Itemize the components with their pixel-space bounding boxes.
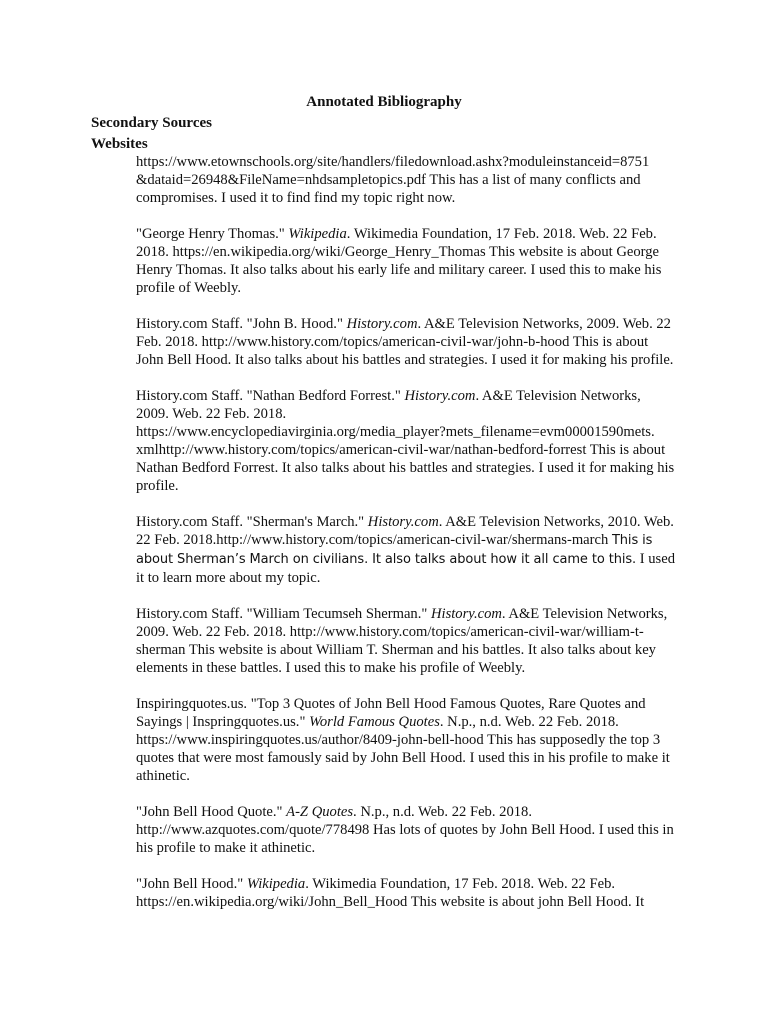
entry-text: . A&E Television Networks, 2009. Web. 22 Feb. 2018. http://www.history.com/topics/american-civil-war/john-b-hood This is about John Bell Hood. It also talks about his battles and strategies. I used it for making his profile. xyxy=(136,316,674,368)
entry-text: Inspiringquotes.us. "Top 3 Quotes of John Bell Hood Famous Quotes, Rare Quotes and Sayings | Inspringquotes.us." xyxy=(136,696,646,730)
entry-source-title: History.com xyxy=(346,316,418,332)
entry-text: . N.p., n.d. Web. 22 Feb. 2018. https://www.inspiringquotes.us/author/8409-john-bell-hood This has supposedly the top 3 quotes that were most famously said by John Bell Hood. I used this in his profile to make it athinetic. xyxy=(136,714,670,784)
entry-text: History.com Staff. "William Tecumseh Sherman." xyxy=(136,606,431,622)
bibliography-entry xyxy=(136,153,676,207)
bibliography-entry xyxy=(136,803,676,857)
entry-text: "John Bell Hood." xyxy=(136,876,247,892)
page-title: Annotated Bibliography xyxy=(306,94,462,110)
entry-source-title: History.com xyxy=(430,606,502,622)
entry-text: . A&E Television Networks, 2009. Web. 22 Feb. 2018. xyxy=(136,388,641,422)
bibliography-entry xyxy=(136,225,676,297)
entry-url-line: https://www.encyclopediavirginia.org/media_player?mets_filename=evm00001590mets. xyxy=(136,424,655,440)
bibliography-list xyxy=(136,153,676,929)
entry-text: . A&E Television Networks, 2009. Web. 22 Feb. 2018. http://www.history.com/topics/american-civil-war/william-t-sherman This website is about William T. Sherman and his battles. It also talks about key elements in these battles. I used this to make his profile of Weebly. xyxy=(136,606,668,676)
bibliography-entry xyxy=(136,875,676,911)
bibliography-entry xyxy=(136,513,676,587)
entry-text: xmlhttp://www.history.com/topics/american-civil-war/nathan-bedford-forrest This is about Nathan Bedford Forrest. It also talks about his battles and strategies. I used it for making his profile. xyxy=(136,442,675,494)
subsection-heading-websites: Websites xyxy=(91,136,148,152)
entry-source-title: Wikipedia xyxy=(246,876,306,892)
entry-source-title: Wikipedia xyxy=(288,226,347,242)
entry-text: . Wikimedia Foundation, 17 Feb. 2018. Web. 22 Feb. 2018. https://en.wikipedia.org/wiki/George_Henry_Thomas This website is about George Henry Thomas. It also talks about his early life and military career. I used this to make his profile of Weebly. xyxy=(136,226,662,296)
section-heading-secondary-sources: Secondary Sources xyxy=(91,115,212,131)
entry-text: . N.p., n.d. Web. 22 Feb. 2018. http://www.azquotes.com/quote/778498 Has lots of quotes by John Bell Hood. I used this in his profile to make it athinetic. xyxy=(136,804,674,856)
bibliography-entry xyxy=(136,695,676,785)
entry-annotation: This is about Sherman’s March on civilians. It also talks about how it all came to this. xyxy=(136,533,653,567)
bibliography-entry xyxy=(136,387,676,495)
entry-text: History.com Staff. "Sherman's March." xyxy=(136,514,368,530)
entry-source-title: History.com xyxy=(367,514,439,530)
entry-text: &dataid=26948&FileName=nhdsampletopics.pdf This has a list of many conflicts and compromises. I used it to find find my topic right now. xyxy=(136,172,641,206)
entry-source-title: A-Z Quotes xyxy=(286,804,354,820)
entry-text: History.com Staff. "Nathan Bedford Forrest." xyxy=(136,388,405,404)
entry-text: History.com Staff. "John B. Hood." xyxy=(136,316,347,332)
entry-text: I used it to learn more about my topic. xyxy=(136,551,676,586)
entry-text: . Wikimedia Foundation, 17 Feb. 2018. Web. 22 Feb. https://en.wikipedia.org/wiki/John_Bell_Hood This website is about john Bell Hood. It xyxy=(136,876,645,910)
entry-url-line: https://www.etownschools.org/site/handlers/filedownload.ashx?moduleinstanceid=8751 xyxy=(136,154,650,170)
entry-source-title: History.com xyxy=(404,388,476,404)
entry-source-title: World Famous Quotes xyxy=(309,714,440,730)
entry-text: "John Bell Hood Quote." xyxy=(136,804,287,820)
entry-text: "George Henry Thomas." xyxy=(136,226,289,242)
bibliography-entry xyxy=(136,315,676,369)
bibliography-entry xyxy=(136,605,676,677)
entry-text: . A&E Television Networks, 2010. Web. 22 Feb. 2018.http://www.history.com/topics/american-civil-war/shermans-march xyxy=(136,514,674,548)
